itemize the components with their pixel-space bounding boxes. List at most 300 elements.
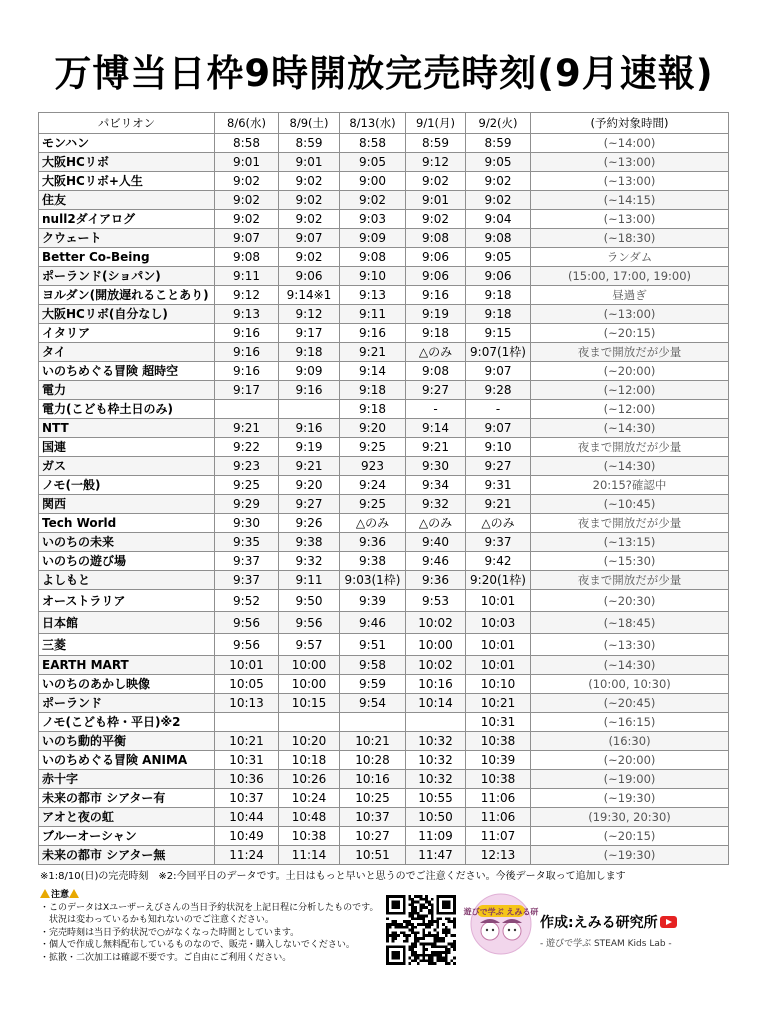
sellout-time-cell: 9:27	[406, 381, 466, 400]
pavilion-name-cell: いのちのあかし映像	[39, 675, 215, 694]
sellout-time-cell: △のみ	[340, 514, 406, 533]
sellout-time-cell: 9:32	[279, 552, 340, 571]
sellout-time-cell: 9:02	[279, 172, 340, 191]
reservation-time-cell: (~19:30)	[531, 789, 729, 808]
reservation-time-cell: (~13:00)	[531, 172, 729, 191]
sellout-time-cell: 9:18	[340, 400, 406, 419]
note-line: ・完売時刻は当日予約状況で○がなくなった時間としています。	[40, 927, 300, 938]
pavilion-name-cell: 日本館	[39, 612, 215, 634]
table-row	[39, 694, 729, 713]
sellout-time-cell: 10:38	[279, 827, 340, 846]
sellout-time-cell: 9:12	[406, 153, 466, 172]
sellout-time-cell: 9:35	[215, 533, 279, 552]
sellout-time-cell: 9:20(1枠)	[466, 571, 531, 590]
sellout-time-cell: 10:37	[340, 808, 406, 827]
reservation-time-cell: (~14:30)	[531, 419, 729, 438]
sellout-time-cell: 9:34	[406, 476, 466, 495]
pavilion-name-cell: 電力	[39, 381, 215, 400]
sellout-time-cell: 11:14	[279, 846, 340, 865]
sellout-time-cell: 11:24	[215, 846, 279, 865]
reservation-time-cell: (~19:00)	[531, 770, 729, 789]
sellout-time-cell: 10:24	[279, 789, 340, 808]
sellout-time-cell: 9:18	[279, 343, 340, 362]
sellout-time-cell: 10:00	[406, 634, 466, 656]
sellout-time-cell: 9:05	[466, 153, 531, 172]
qr-code-icon[interactable]	[386, 895, 456, 965]
table-row	[39, 248, 729, 267]
reservation-time-cell: (~15:30)	[531, 552, 729, 571]
notes-section	[40, 889, 378, 964]
reservation-time-cell: (~14:30)	[531, 656, 729, 675]
sellout-time-cell: 9:06	[406, 248, 466, 267]
pavilion-name-cell: オーストラリア	[39, 590, 215, 612]
pavilion-name-cell: イタリア	[39, 324, 215, 343]
reservation-time-cell: 夜まで開放だが少量	[531, 514, 729, 533]
sellout-time-cell: 9:08	[466, 229, 531, 248]
sellout-time-cell: 9:21	[215, 419, 279, 438]
reservation-time-cell: (~13:15)	[531, 533, 729, 552]
logo-text: 遊びで学ぶ えみる研	[463, 907, 539, 917]
sellout-time-cell: 8:59	[279, 134, 340, 153]
reservation-time-cell: (10:00, 10:30)	[531, 675, 729, 694]
reservation-time-cell: (~13:00)	[531, 153, 729, 172]
table-row	[39, 552, 729, 571]
sellout-time-cell: 9:17	[215, 381, 279, 400]
sellout-time-cell: 9:02	[215, 210, 279, 229]
table-row	[39, 191, 729, 210]
sellout-time-cell: 9:03	[340, 210, 406, 229]
sellout-time-cell: 10:31	[466, 713, 531, 732]
table-row	[39, 343, 729, 362]
pavilion-name-cell: Better Co-Being	[39, 248, 215, 267]
sellout-time-cell: 9:52	[215, 590, 279, 612]
sellout-time-cell: 11:09	[406, 827, 466, 846]
reservation-time-cell: (19:30, 20:30)	[531, 808, 729, 827]
sellout-time-cell: 10:18	[279, 751, 340, 770]
sellout-time-cell: 10:39	[466, 751, 531, 770]
table-row	[39, 134, 729, 153]
sellout-time-cell: 9:58	[340, 656, 406, 675]
sellout-time-cell: 9:09	[279, 362, 340, 381]
sellout-time-cell: 9:38	[279, 533, 340, 552]
pavilion-name-cell: よしもと	[39, 571, 215, 590]
reservation-time-cell: 昼過ぎ	[531, 286, 729, 305]
note-line: 状況は変わっているかも知れないのでご注意ください。	[40, 915, 274, 925]
sellout-time-cell: 9:06	[466, 267, 531, 286]
note-line: ・このデータはXユーザーえびさんの当日予約状況を上記日程に分析したものです。	[40, 902, 379, 913]
sellout-time-cell: 10:01	[466, 656, 531, 675]
sellout-time-cell: 10:16	[406, 675, 466, 694]
sellout-time-cell: 9:59	[340, 675, 406, 694]
sellout-time-cell: 9:07	[466, 362, 531, 381]
table-row	[39, 675, 729, 694]
sellout-time-cell: 9:18	[466, 305, 531, 324]
table-row	[39, 751, 729, 770]
sellout-time-cell: 9:16	[279, 419, 340, 438]
reservation-time-cell: ランダム	[531, 248, 729, 267]
sellout-time-cell: 11:47	[406, 846, 466, 865]
pavilion-name-cell: いのちの未来	[39, 533, 215, 552]
pavilion-name-cell: 電力(こども枠土日のみ)	[39, 400, 215, 419]
sellout-time-cell: 9:07	[215, 229, 279, 248]
sellout-time-cell: 9:38	[340, 552, 406, 571]
sellout-time-cell: 9:01	[279, 153, 340, 172]
sellout-time-cell: 9:56	[215, 612, 279, 634]
footnote: ※1:8/10(日)の完売時刻 ※2:今回平日のデータです。土日はもっと早いと思うのでご注意ください。今後データ取って追加します	[40, 871, 626, 882]
reservation-time-cell: (~19:30)	[531, 846, 729, 865]
sellout-time-cell	[215, 713, 279, 732]
sellout-time-cell: 9:02	[406, 172, 466, 191]
sellout-time-cell: 10:26	[279, 770, 340, 789]
sellout-time-cell: 9:07(1枠)	[466, 343, 531, 362]
sellout-time-cell: 9:16	[340, 324, 406, 343]
sellout-time-cell: 8:58	[340, 134, 406, 153]
sellout-time-cell: 9:06	[279, 267, 340, 286]
sellout-time-cell: △のみ	[406, 514, 466, 533]
logo-icon	[463, 893, 539, 955]
sellout-time-cell: 9:30	[215, 514, 279, 533]
sellout-time-cell: 9:02	[406, 210, 466, 229]
youtube-icon[interactable]	[660, 916, 677, 928]
pavilion-name-cell: ブルーオーシャン	[39, 827, 215, 846]
sellout-time-cell: 9:51	[340, 634, 406, 656]
sellout-time-cell: 9:02	[279, 210, 340, 229]
sellout-time-cell: 10:32	[406, 770, 466, 789]
table-row	[39, 381, 729, 400]
sellout-time-cell: 9:53	[406, 590, 466, 612]
table-row	[39, 267, 729, 286]
table-row	[39, 457, 729, 476]
sellout-time-cell: 10:55	[406, 789, 466, 808]
sellout-time-cell: 9:21	[466, 495, 531, 514]
sellout-time-cell: -	[466, 400, 531, 419]
pavilion-name-cell: 大阪HCリボ(自分なし)	[39, 305, 215, 324]
table-row	[39, 400, 729, 419]
sellout-time-cell: 9:17	[279, 324, 340, 343]
sellout-time-cell: 9:05	[340, 153, 406, 172]
note-line: ・個人で作成し無料配布しているものなので、販売・購入しないでください。	[40, 940, 355, 950]
reservation-time-cell: (~16:15)	[531, 713, 729, 732]
table-row	[39, 172, 729, 191]
sellout-time-cell: 10:00	[279, 656, 340, 675]
sellout-time-cell: 923	[340, 457, 406, 476]
reservation-time-cell: (~20:30)	[531, 590, 729, 612]
sellout-time-cell: 9:13	[215, 305, 279, 324]
sellout-time-cell	[279, 713, 340, 732]
sellout-time-cell: 10:51	[340, 846, 406, 865]
table-row	[39, 571, 729, 590]
warning-icon	[69, 889, 79, 898]
brand-name: 作成:えみる研究所	[540, 915, 658, 931]
sellout-time-cell: 10:02	[406, 612, 466, 634]
pavilion-name-cell: ポーランド	[39, 694, 215, 713]
reservation-time-cell: (~18:45)	[531, 612, 729, 634]
page-title: 万博当日枠9時開放完売時刻(9月速報)	[54, 52, 714, 95]
table-row	[39, 808, 729, 827]
sellout-time-cell: 11:06	[466, 808, 531, 827]
sellout-time-cell: 9:18	[406, 324, 466, 343]
pavilion-name-cell: ヨルダン(開放遅れることあり)	[39, 286, 215, 305]
sellout-time-cell: 9:20	[340, 419, 406, 438]
pavilion-name-cell: Tech World	[39, 514, 215, 533]
sellout-time-cell: 10:01	[466, 634, 531, 656]
sellout-time-cell: 9:26	[279, 514, 340, 533]
sellout-time-cell: 9:14※1	[279, 286, 340, 305]
sellout-time-cell: 9:19	[406, 305, 466, 324]
sellout-time-cell: 9:18	[466, 286, 531, 305]
sellout-time-cell: 9:03(1枠)	[340, 571, 406, 590]
table-row	[39, 229, 729, 248]
table-row	[39, 713, 729, 732]
sellout-time-cell	[406, 713, 466, 732]
sellout-time-cell: 9:16	[406, 286, 466, 305]
table-row	[39, 732, 729, 751]
sellout-time-cell: 9:00	[340, 172, 406, 191]
sellout-time-cell: 9:02	[466, 191, 531, 210]
reservation-time-cell: (15:00, 17:00, 19:00)	[531, 267, 729, 286]
table-row	[39, 514, 729, 533]
note-line: ・拡散・二次加工は確認不要です。ご自由にご利用ください。	[40, 952, 292, 963]
sellout-time-cell: -	[406, 400, 466, 419]
sellout-time-cell: 9:50	[279, 590, 340, 612]
sellout-time-cell: 12:13	[466, 846, 531, 865]
sellout-time-cell: 9:04	[466, 210, 531, 229]
sellout-time-cell: 9:27	[466, 457, 531, 476]
reservation-time-cell: 20:15?確認中	[531, 476, 729, 495]
table-row	[39, 419, 729, 438]
table-row	[39, 612, 729, 634]
sellout-time-cell: 10:05	[215, 675, 279, 694]
column-header-date: 8/13(水)	[340, 113, 406, 134]
reservation-time-cell: (~14:30)	[531, 457, 729, 476]
reservation-time-cell: (~20:00)	[531, 362, 729, 381]
sellout-time-cell: 9:37	[466, 533, 531, 552]
sellout-time-cell: 9:12	[215, 286, 279, 305]
reservation-time-cell: (~20:15)	[531, 324, 729, 343]
table-row	[39, 476, 729, 495]
column-header-date: 8/9(土)	[279, 113, 340, 134]
sellout-time-cell: 9:39	[340, 590, 406, 612]
sellout-time-cell: 9:06	[406, 267, 466, 286]
sellout-time-cell: 10:01	[466, 590, 531, 612]
pavilion-name-cell: 大阪HCリボ	[39, 153, 215, 172]
sellout-time-cell: 9:25	[215, 476, 279, 495]
table-row	[39, 210, 729, 229]
sellout-time-cell: 9:14	[340, 362, 406, 381]
sellout-time-cell: 8:59	[406, 134, 466, 153]
sellout-time-cell: 9:10	[466, 438, 531, 457]
pavilion-name-cell: いのちめぐる冒険 ANIMA	[39, 751, 215, 770]
sellout-time-cell: 10:38	[466, 732, 531, 751]
sellout-time-cell: 10:25	[340, 789, 406, 808]
column-header-date: 9/2(火)	[466, 113, 531, 134]
warning-icon	[40, 889, 50, 898]
reservation-time-cell: (~12:00)	[531, 400, 729, 419]
table-row	[39, 362, 729, 381]
sellout-time-cell: 9:11	[215, 267, 279, 286]
sellout-time-cell: △のみ	[466, 514, 531, 533]
pavilion-name-cell: ノモ(こども枠・平日)※2	[39, 713, 215, 732]
table-row	[39, 153, 729, 172]
sellout-time-cell: 9:16	[215, 362, 279, 381]
sellout-time-cell: 8:59	[466, 134, 531, 153]
table-header-row	[39, 113, 729, 134]
sellout-time-cell: 9:42	[466, 552, 531, 571]
sellout-time-cell: 10:21	[466, 694, 531, 713]
sellout-time-cell: 10:37	[215, 789, 279, 808]
sellout-time-cell: 9:14	[406, 419, 466, 438]
sellout-time-cell: 9:08	[406, 229, 466, 248]
pavilion-name-cell: 未来の都市 シアター無	[39, 846, 215, 865]
pavilion-name-cell: null2ダイアログ	[39, 210, 215, 229]
sellout-time-cell: 10:13	[215, 694, 279, 713]
sellout-time-cell: 10:32	[406, 751, 466, 770]
sellout-time-cell: 9:21	[406, 438, 466, 457]
sellout-time-cell: 10:27	[340, 827, 406, 846]
pavilion-name-cell: クウェート	[39, 229, 215, 248]
brand-tagline: - 遊びで学ぶ STEAM Kids Lab -	[540, 939, 672, 949]
sellout-time-cell: 9:25	[340, 438, 406, 457]
sellout-time-cell: 9:08	[340, 248, 406, 267]
pavilion-name-cell: 赤十字	[39, 770, 215, 789]
reservation-time-cell: (~13:30)	[531, 634, 729, 656]
sellout-table	[38, 112, 729, 865]
sellout-time-cell: 10:31	[215, 751, 279, 770]
reservation-time-cell: 夜まで開放だが少量	[531, 438, 729, 457]
pavilion-name-cell: ガス	[39, 457, 215, 476]
pavilion-name-cell: いのちの遊び場	[39, 552, 215, 571]
sellout-time-cell: 9:01	[215, 153, 279, 172]
sellout-time-cell	[215, 400, 279, 419]
sellout-time-cell: 9:02	[279, 191, 340, 210]
pavilion-name-cell: ノモ(一般)	[39, 476, 215, 495]
sellout-time-cell: 9:24	[340, 476, 406, 495]
pavilion-name-cell: 大阪HCリボ+人生	[39, 172, 215, 191]
column-header-pavilion: パビリオン	[39, 113, 215, 134]
sellout-time-cell: 10:21	[215, 732, 279, 751]
reservation-time-cell: (16:30)	[531, 732, 729, 751]
sellout-time-cell: 10:00	[279, 675, 340, 694]
sellout-time-cell: 9:05	[466, 248, 531, 267]
brand-credit	[540, 912, 677, 932]
sellout-time-cell: 9:18	[340, 381, 406, 400]
sellout-time-cell: 9:46	[340, 612, 406, 634]
sellout-time-cell: 9:54	[340, 694, 406, 713]
table-row	[39, 789, 729, 808]
sellout-time-cell: 10:16	[340, 770, 406, 789]
sellout-time-cell	[340, 713, 406, 732]
sellout-time-cell: 10:14	[406, 694, 466, 713]
pavilion-name-cell: タイ	[39, 343, 215, 362]
table-row	[39, 305, 729, 324]
sellout-time-cell: 9:22	[215, 438, 279, 457]
pavilion-name-cell: 住友	[39, 191, 215, 210]
pavilion-name-cell: アオと夜の虹	[39, 808, 215, 827]
pavilion-name-cell: ポーランド(ショパン)	[39, 267, 215, 286]
sellout-time-cell: 9:10	[340, 267, 406, 286]
sellout-time-cell: 9:31	[466, 476, 531, 495]
pavilion-name-cell: 関西	[39, 495, 215, 514]
table-row	[39, 846, 729, 865]
sellout-time-cell: 9:40	[406, 533, 466, 552]
sellout-time-cell: 10:15	[279, 694, 340, 713]
notes-header: 注意	[51, 890, 70, 900]
sellout-time-cell: 9:01	[406, 191, 466, 210]
column-header-date: 8/6(水)	[215, 113, 279, 134]
sellout-time-cell: 9:56	[215, 634, 279, 656]
sellout-time-cell: 9:32	[406, 495, 466, 514]
sellout-time-cell: 9:20	[279, 476, 340, 495]
sellout-time-cell: 9:25	[340, 495, 406, 514]
sellout-time-cell: 9:09	[340, 229, 406, 248]
reservation-time-cell: (~14:00)	[531, 134, 729, 153]
sellout-time-cell: 9:19	[279, 438, 340, 457]
sellout-time-cell: 10:44	[215, 808, 279, 827]
reservation-time-cell: (~13:00)	[531, 210, 729, 229]
sellout-time-cell: 9:08	[406, 362, 466, 381]
pavilion-name-cell: EARTH MART	[39, 656, 215, 675]
reservation-time-cell: (~20:00)	[531, 751, 729, 770]
sellout-time-cell: 10:32	[406, 732, 466, 751]
sellout-time-cell: 9:02	[340, 191, 406, 210]
sellout-time-cell: 9:36	[406, 571, 466, 590]
sellout-time-cell: 11:07	[466, 827, 531, 846]
pavilion-name-cell: 未来の都市 シアター有	[39, 789, 215, 808]
reservation-time-cell: (~10:45)	[531, 495, 729, 514]
sellout-time-cell: 9:56	[279, 612, 340, 634]
sellout-time-cell: 9:16	[215, 324, 279, 343]
reservation-time-cell: (~14:15)	[531, 191, 729, 210]
pavilion-name-cell: モンハン	[39, 134, 215, 153]
sellout-time-cell: 9:02	[215, 191, 279, 210]
sellout-time-cell: 9:12	[279, 305, 340, 324]
sellout-time-cell: 10:38	[466, 770, 531, 789]
table-row	[39, 827, 729, 846]
reservation-time-cell: (~13:00)	[531, 305, 729, 324]
sellout-time-cell: 10:21	[340, 732, 406, 751]
sellout-time-cell: 10:36	[215, 770, 279, 789]
reservation-time-cell: (~20:45)	[531, 694, 729, 713]
sellout-time-cell: 9:37	[215, 552, 279, 571]
sellout-time-cell: 9:15	[466, 324, 531, 343]
table-row	[39, 324, 729, 343]
pavilion-name-cell: いのち動的平衡	[39, 732, 215, 751]
sellout-time-cell: 8:58	[215, 134, 279, 153]
sellout-time-cell: 10:49	[215, 827, 279, 846]
sellout-time-cell: 11:06	[466, 789, 531, 808]
table-row	[39, 495, 729, 514]
sellout-time-cell: 10:03	[466, 612, 531, 634]
sellout-time-cell: 9:30	[406, 457, 466, 476]
column-header-date: 9/1(月)	[406, 113, 466, 134]
table-row	[39, 770, 729, 789]
sellout-time-cell: 9:57	[279, 634, 340, 656]
sellout-time-cell: 10:28	[340, 751, 406, 770]
sellout-time-cell: △のみ	[406, 343, 466, 362]
sellout-time-cell: 9:36	[340, 533, 406, 552]
pavilion-name-cell: いのちめぐる冒険 超時空	[39, 362, 215, 381]
sellout-time-cell: 9:27	[279, 495, 340, 514]
sellout-time-cell: 10:20	[279, 732, 340, 751]
sellout-time-cell: 9:28	[466, 381, 531, 400]
reservation-time-cell: (~12:00)	[531, 381, 729, 400]
sellout-time-cell: 9:11	[279, 571, 340, 590]
table-row	[39, 634, 729, 656]
sellout-time-cell: 9:11	[340, 305, 406, 324]
sellout-time-cell: 10:50	[406, 808, 466, 827]
pavilion-name-cell: 国連	[39, 438, 215, 457]
reservation-time-cell: (~18:30)	[531, 229, 729, 248]
